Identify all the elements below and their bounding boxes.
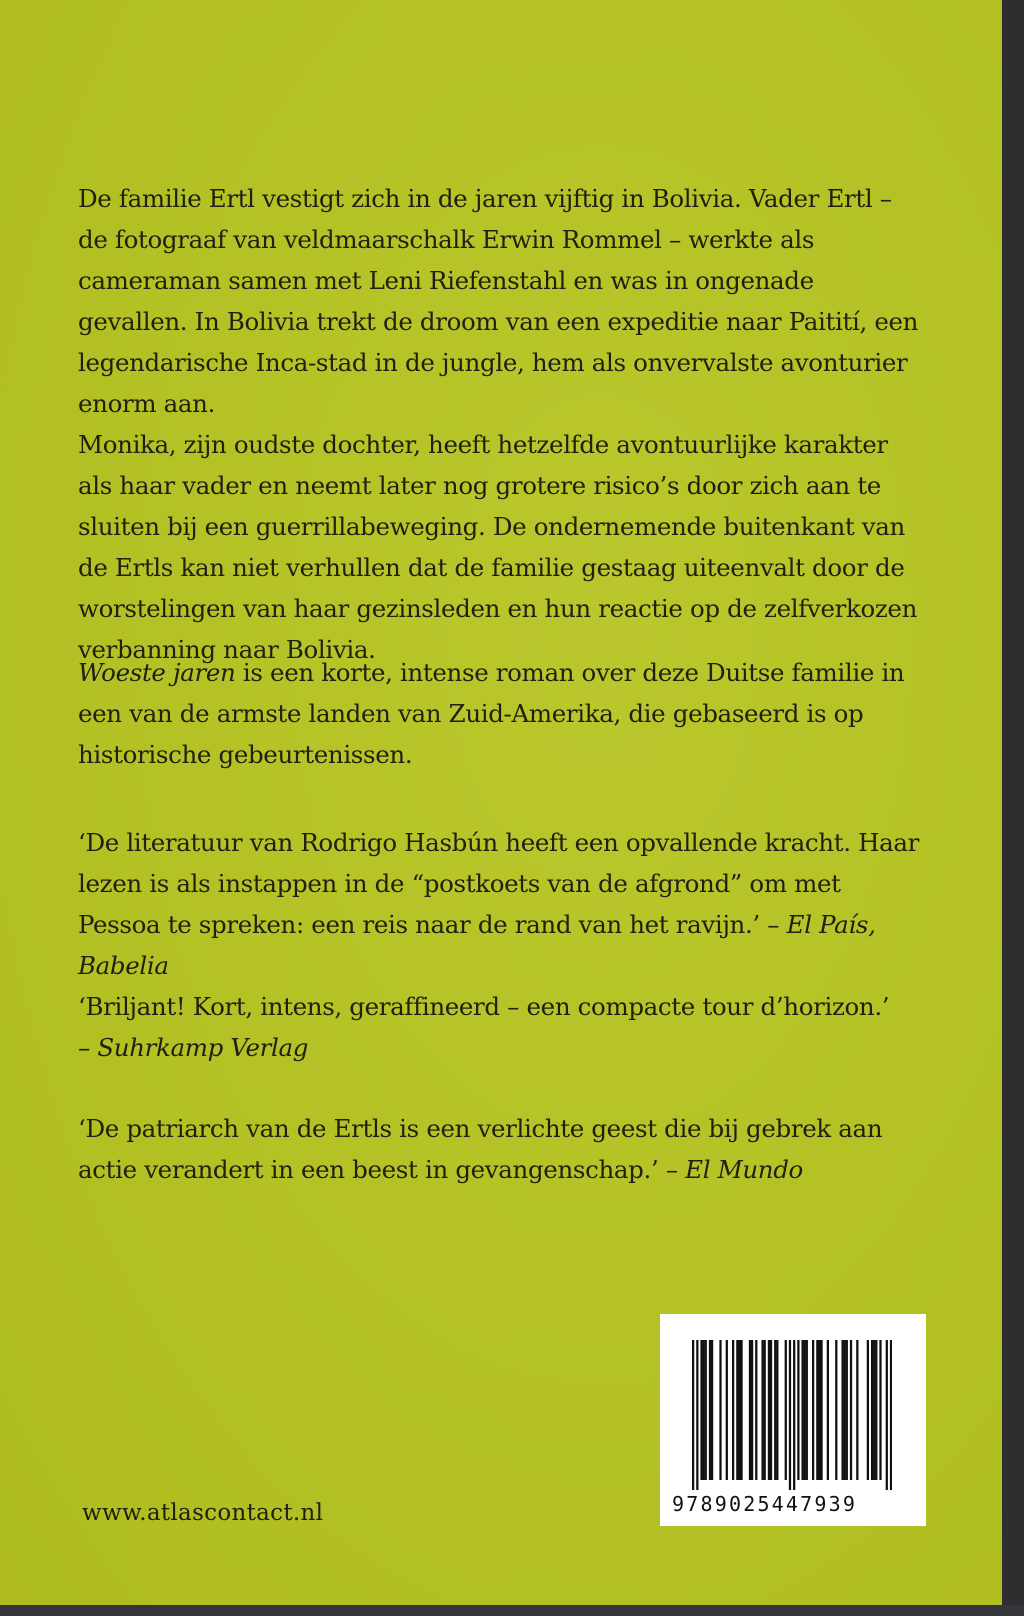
isbn-barcode: [660, 1314, 926, 1526]
quote-source: – Suhrkamp Verlag: [78, 1033, 309, 1062]
review-quote-1: [78, 822, 928, 986]
barcode-bar: [820, 1340, 822, 1480]
barcode-bar: [801, 1340, 803, 1480]
about-book: [78, 652, 928, 775]
barcode-bar: [841, 1340, 843, 1480]
barcode-bar: [816, 1340, 818, 1480]
barcode-bar: [856, 1340, 858, 1480]
barcode-bar: [751, 1340, 753, 1480]
review-quote-2: [78, 986, 928, 1068]
barcode-bar: [867, 1340, 869, 1480]
barcode-bar: [844, 1340, 846, 1480]
review-quote-3: [78, 1108, 928, 1190]
quote-text: ‘De patriarch van de Ertls is een verlichte geest die bij gebrek aan actie verandert in een beest in gevangenschap.’ –: [78, 1114, 883, 1184]
barcode-bar: [761, 1340, 763, 1480]
barcode-bar: [738, 1340, 740, 1480]
barcode-bar: [749, 1340, 751, 1480]
barcode-bar: [806, 1340, 808, 1480]
barcode-bar: [886, 1340, 888, 1490]
barcode-bar: [703, 1340, 705, 1480]
barcode-bar: [850, 1340, 852, 1480]
blurb-paragraph-2: Monika, zijn oudste dochter, heeft hetzelfde avontuurlijke karakter als haar vader en neemt later nog grotere risico’s door zich aan te sluiten bij een guerrillabeweging. De ondernemende buitenkant van de Ertls kan niet verhullen dat de familie gestaag uiteenvalt door de worstelingen van haar gezinsleden en hun reactie op de zelfverkozen verbanning naar Bolivia.: [78, 430, 918, 664]
publisher-website: www.atlascontact.nl: [82, 1500, 324, 1526]
blurb-paragraph-1: De familie Ertl vestigt zich in de jaren vijftig in Bolivia. Vader Ertl – de fotograaf van veldmaarschalk Erwin Rommel – werkte als cameraman samen met Leni Riefenstahl en was in ongenade gevallen. In Bolivia trekt de droom van een expeditie naar Paitití, een legendarische Inca-stad in de jungle, hem als onvervalste avonturier enorm aan.: [78, 184, 919, 418]
barcode-bar: [692, 1340, 694, 1490]
barcode-bar: [873, 1340, 875, 1480]
book-edge-shadow: [1002, 0, 1024, 1616]
barcode-bar: [709, 1340, 711, 1480]
barcode-bar: [755, 1340, 757, 1480]
barcode-bar: [818, 1340, 820, 1480]
barcode-bar: [789, 1340, 791, 1490]
about-text: is een korte, intense roman over deze Duitse familie in een van de armste landen van Zuid-Amerika, die gebaseerd is op historische gebeurtenissen.: [78, 658, 905, 769]
barcode-bar: [770, 1340, 772, 1480]
book-bottom-shadow: [0, 1605, 1024, 1616]
quote-1-paragraph: [78, 822, 928, 986]
barcode-bar: [875, 1340, 877, 1480]
barcode-number: 9789025447939: [672, 1492, 858, 1516]
barcode-bar: [740, 1340, 742, 1480]
barcode-bar: [804, 1340, 806, 1480]
blurb-text: [78, 178, 928, 670]
barcode-bar: [774, 1340, 776, 1480]
barcode-bar: [700, 1340, 702, 1480]
barcode-bar: [776, 1340, 778, 1480]
quote-source: El Mundo: [685, 1155, 803, 1184]
barcode-bar: [797, 1340, 799, 1480]
barcode-bar: [879, 1340, 881, 1480]
barcode-bars: [692, 1340, 892, 1490]
quote-3-paragraph: [78, 1108, 928, 1190]
quote-text: ‘Briljant! Kort, intens, geraffineerd – een compacte tour d’horizon.’: [78, 992, 890, 1021]
barcode-bar: [732, 1340, 734, 1480]
barcode-bar: [736, 1340, 738, 1480]
quote-text: ‘De literatuur van Rodrigo Hasbún heeft een opvallende kracht. Haar lezen is als instappen in de “postkoets van de afgrond” om met Pessoa te spreken: een reis naar de rand van het ravijn.’ –: [78, 828, 919, 939]
barcode-bar: [890, 1340, 892, 1490]
barcode-bar: [785, 1340, 787, 1480]
barcode-bar: [705, 1340, 707, 1480]
barcode-bar: [846, 1340, 848, 1480]
barcode-bar: [827, 1340, 829, 1480]
barcode-bar: [812, 1340, 814, 1480]
book-title: Woeste jaren: [78, 658, 236, 687]
barcode-bar: [871, 1340, 873, 1480]
quote-source: El País, Babelia: [78, 910, 876, 980]
barcode-bar: [764, 1340, 766, 1480]
barcode-bar: [793, 1340, 795, 1490]
barcode-bar: [696, 1340, 698, 1490]
barcode-bar: [711, 1340, 713, 1480]
barcode-bar: [768, 1340, 770, 1480]
about-paragraph: [78, 652, 928, 775]
barcode-bar: [726, 1340, 728, 1480]
barcode-bar: [835, 1340, 837, 1480]
barcode-bar: [719, 1340, 721, 1480]
